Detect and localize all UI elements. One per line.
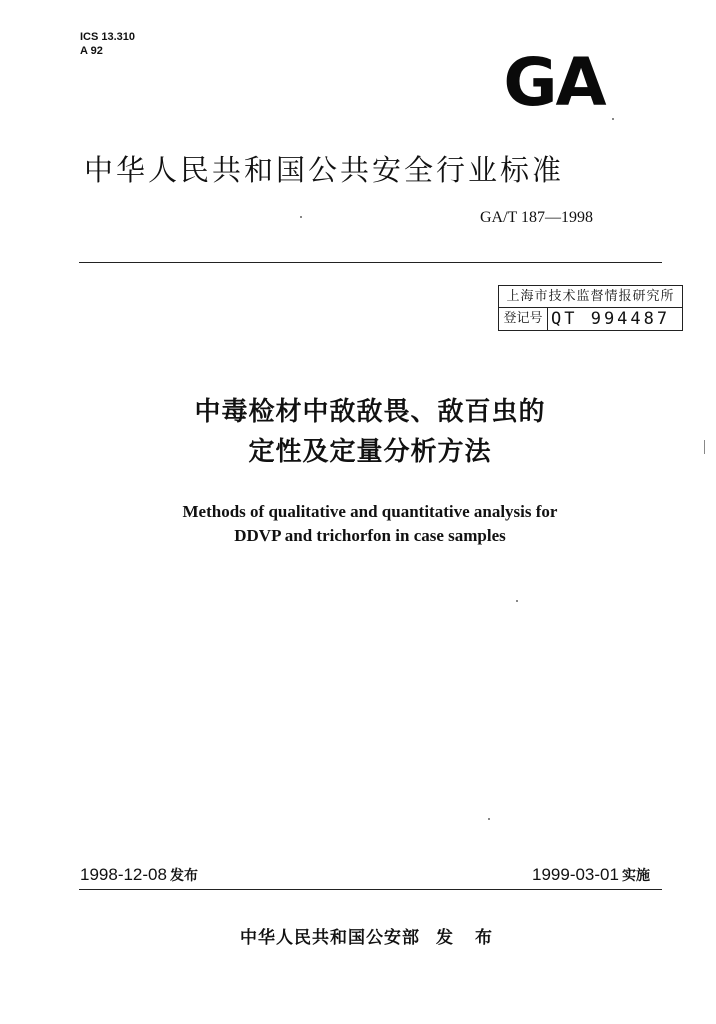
- implementation-date-suffix: 实施: [621, 868, 650, 884]
- classification-codes: [80, 30, 135, 58]
- publisher: [200, 926, 540, 950]
- stamp-register-label: 登记号: [499, 308, 548, 330]
- issue-date-value: 1998-12-08: [80, 865, 167, 884]
- implementation-date-value: 1999-03-01: [532, 865, 619, 884]
- issue-date-suffix: 发布: [169, 868, 198, 884]
- title-zh-line1: 中毒检材中敌敌畏、敌百虫的: [194, 397, 546, 427]
- document-title-en: [100, 500, 640, 548]
- scan-speck: [704, 440, 705, 454]
- scan-speck: [488, 818, 490, 820]
- standard-code: GA/T 187—1998: [480, 209, 594, 226]
- standard-title: 中华人民共和国公共安全行业标准: [84, 153, 565, 187]
- title-en-line2: DDVP and trichorfon in case samples: [234, 526, 506, 545]
- header-divider: [79, 262, 662, 263]
- ics-code: ICS 13.310: [80, 31, 136, 43]
- ga-logo: GA: [503, 44, 605, 121]
- stamp-institute: 上海市技术监督情报研究所: [499, 286, 682, 308]
- document-title-zh: [100, 392, 640, 472]
- publisher-action: 发 布: [436, 928, 500, 948]
- title-zh-line2: 定性及定量分析方法: [248, 437, 492, 467]
- library-stamp: [498, 285, 683, 331]
- publisher-name: 中华人民共和国公安部: [240, 928, 421, 948]
- footer-divider: [79, 889, 662, 890]
- scan-speck: [300, 216, 302, 218]
- implementation-date: [532, 864, 650, 887]
- issue-date: [80, 864, 198, 887]
- scan-speck: [612, 118, 614, 120]
- title-en-line1: Methods of qualitative and quantitative analysis for: [182, 502, 558, 521]
- ccs-code: A 92: [80, 45, 103, 57]
- stamp-register-value: QT 994487: [551, 309, 671, 329]
- scan-speck: [516, 600, 518, 602]
